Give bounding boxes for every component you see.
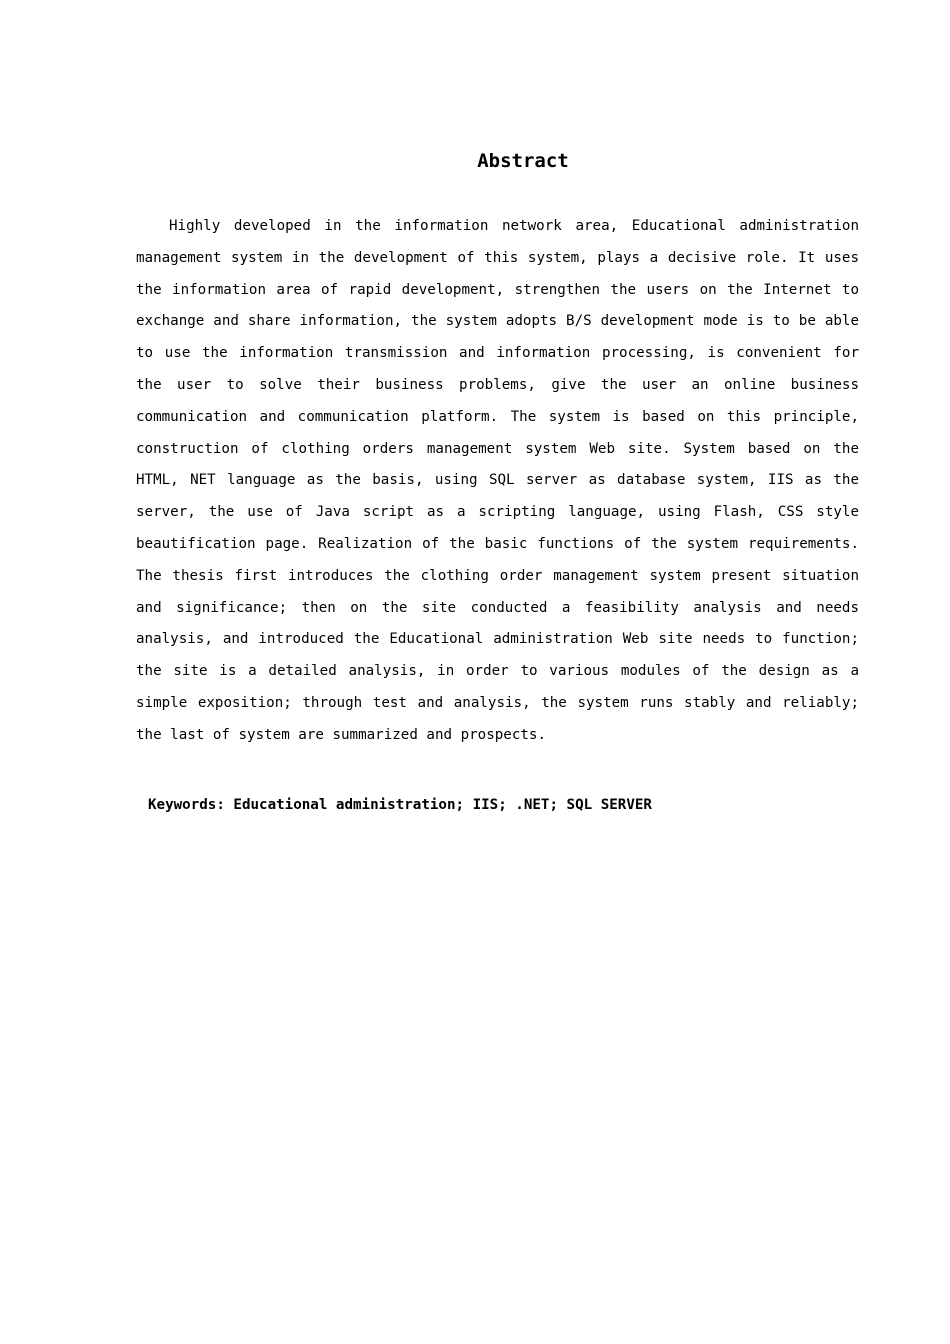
abstract-heading: Abstract <box>477 150 569 172</box>
keywords-line: Keywords: Educational administration; IIS; .NET; SQL SERVER <box>148 797 652 813</box>
abstract-paragraph: Highly developed in the information network area, Educational administration management system in the development of this system, plays a decisive role. It uses the information area of rapid development, strengthen the users on the Internet to exchange and share information, the system adopts B/S development mode is to be able to use the information transmission and information processing, is convenient for the user to solve their business problems, give the user an online business communication and communication platform. The system is based on this principle, construction of clothing orders management system Web site. System based on the HTML, NET language as the basis, using SQL server as database system, IIS as the server, the use of Java script as a scripting language, using Flash, CSS style beautification page. Realization of the basic functions of the system requirements. The thesis first introduces the clothing order management system present situation and significance; then on the site conducted a feasibility analysis and needs analysis, and introduced the Educational administration Web site needs to function; the site is a detailed analysis, in order to various modules of the design as a simple exposition; through test and analysis, the system runs stably and reliably; the last of system are summarized and prospects. <box>136 218 859 743</box>
